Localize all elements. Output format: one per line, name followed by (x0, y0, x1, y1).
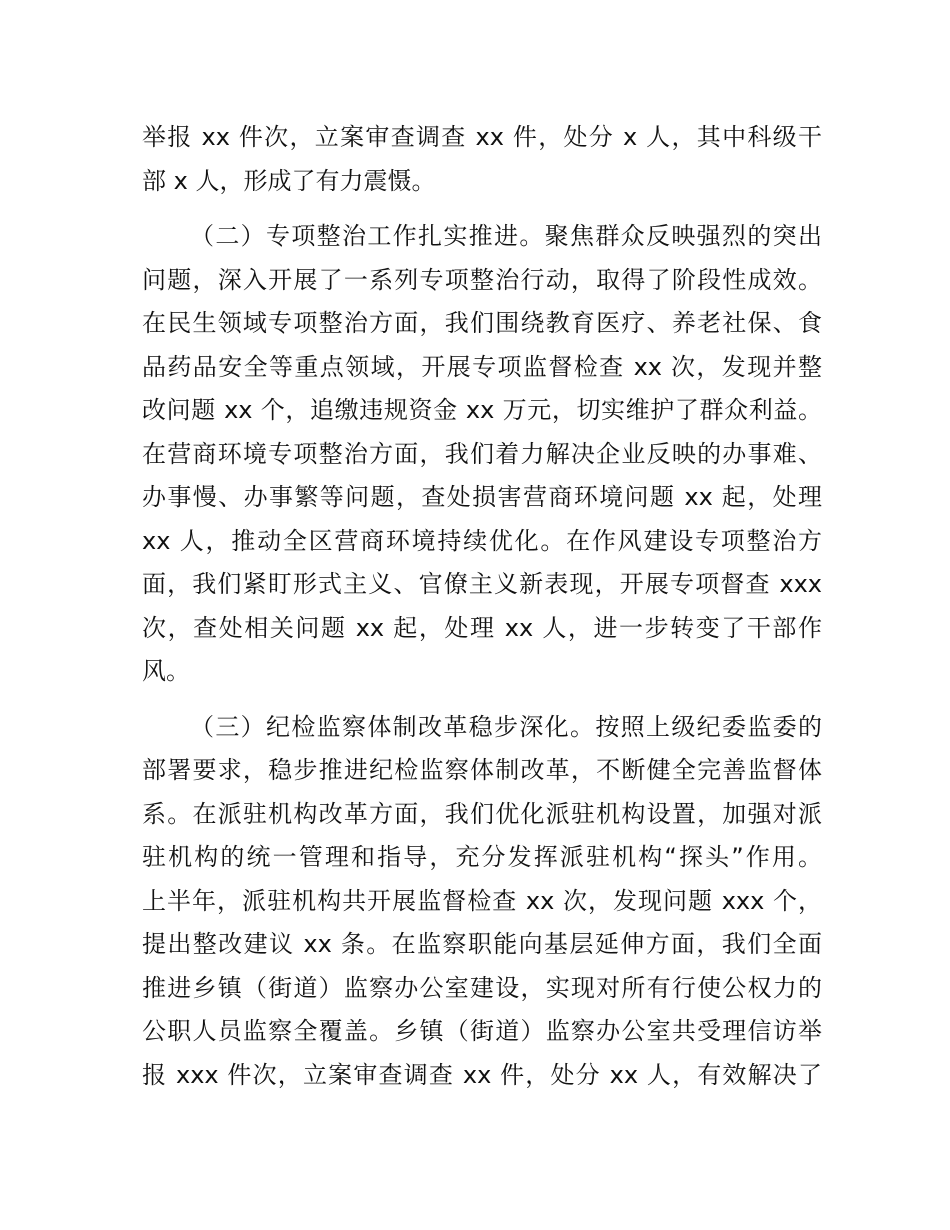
text-line: 推进乡镇（街道）监察办公室建设，实现对所有行使公权力的 (142, 973, 822, 1002)
paragraph-gap (142, 694, 822, 706)
text-line: 报 xxx 件次，立案审查调查 xx 件，处分 xx 人，有效解决了 (142, 1060, 822, 1089)
text-line: 改问题 xx 个，追缴违规资金 xx 万元，切实维护了群众利益。 (142, 396, 822, 424)
text-line: （二）专项整治工作扎实推进。聚焦群众反映强烈的突出 (190, 222, 822, 250)
text-line: 问题，深入开展了一系列专项整治行动，取得了阶段性成效。 (142, 265, 822, 294)
text-line: 风。 (142, 657, 190, 685)
text-line: 面，我们紧盯形式主义、官僚主义新表现，开展专项督查 xxx (142, 570, 822, 598)
text-line: 在民生领域专项整治方面，我们围绕教育医疗、养老社保、食 (142, 309, 822, 337)
text-line: 公职人员监察全覆盖。乡镇（街道）监察办公室共受理信访举 (142, 1017, 822, 1045)
text-line: xx 人，推动全区营商环境持续优化。在作风建设专项整治方 (142, 526, 822, 555)
text-line: 提出整改建议 xx 条。在监察职能向基层延伸方面，我们全面 (142, 930, 822, 958)
text-line: 办事慢、办事繁等问题，查处损害营商环境问题 xx 起，处理 (142, 483, 822, 511)
text-line: 部 x 人，形成了有力震慑。 (142, 166, 436, 195)
paragraph-2 (142, 215, 822, 694)
body-text (142, 116, 822, 1097)
paragraph-gap (142, 203, 822, 215)
text-line: 系。在派驻机构改革方面，我们优化派驻机构设置，加强对派 (142, 799, 822, 828)
text-line: 在营商环境专项整治方面，我们着力解决企业反映的办事难、 (142, 439, 822, 468)
text-line: 部署要求，稳步推进纪检监察体制改革，不断健全完善监督体 (142, 756, 822, 784)
paragraph-3 (142, 706, 822, 1098)
text-line: 驻机构的统一管理和指导，充分发挥派驻机构“探头”作用。 (142, 843, 822, 871)
text-line: 品药品安全等重点领域，开展专项监督检查 xx 次，发现并整 (142, 352, 822, 381)
paragraph-1 (142, 116, 822, 203)
text-line: 次，查处相关问题 xx 起，处理 xx 人，进一步转变了干部作 (142, 613, 822, 642)
text-line: 上半年，派驻机构共开展监督检查 xx 次，发现问题 xxx 个， (142, 886, 822, 915)
text-line: 举报 xx 件次，立案审查调查 xx 件，处分 x 人，其中科级干 (142, 123, 822, 151)
text-line: （三）纪检监察体制改革稳步深化。按照上级纪委监委的 (190, 712, 822, 741)
